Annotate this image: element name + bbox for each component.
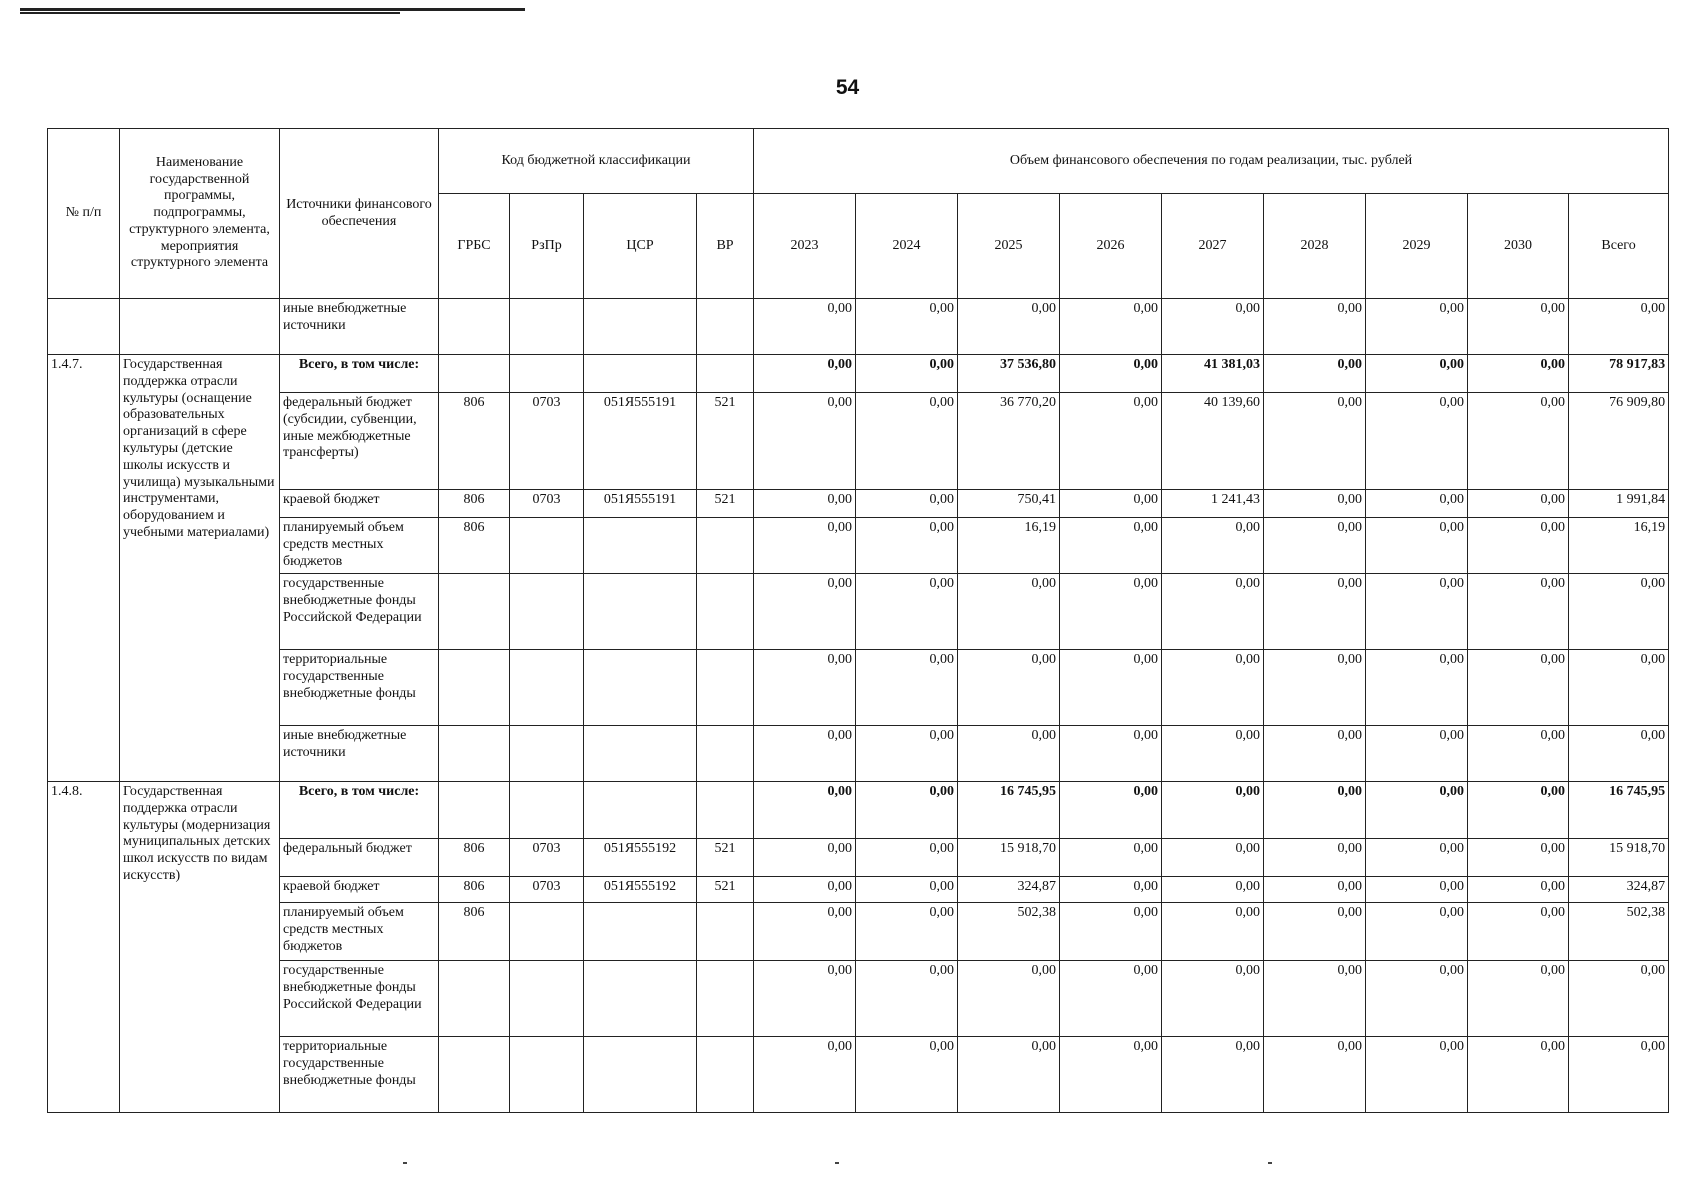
csr-cell: [584, 1037, 697, 1113]
value-total: 1 991,84: [1569, 490, 1669, 518]
value-2023: 0,00: [754, 650, 856, 726]
value-total: 76 909,80: [1569, 393, 1669, 490]
value-2025: 0,00: [958, 574, 1060, 650]
table-row: [48, 650, 1669, 726]
vr-cell: [697, 518, 754, 574]
page-number: 54: [835, 76, 860, 99]
value-2024: 0,00: [856, 355, 958, 393]
grbs-cell: 806: [439, 839, 510, 877]
grbs-cell: [439, 650, 510, 726]
value-2027: 0,00: [1162, 574, 1264, 650]
value-2025: 36 770,20: [958, 393, 1060, 490]
header-year-2026: 2026: [1060, 194, 1162, 299]
value-2025: 37 536,80: [958, 355, 1060, 393]
section-number: 1.4.8.: [48, 782, 120, 1113]
value-2030: 0,00: [1468, 490, 1569, 518]
csr-cell: [584, 961, 697, 1037]
value-2030: 0,00: [1468, 726, 1569, 782]
value-2029: 0,00: [1366, 903, 1468, 961]
value-2024: 0,00: [856, 782, 958, 839]
csr-cell: [584, 518, 697, 574]
header-source: Источники финансового обеспечения: [280, 129, 439, 299]
value-total: 0,00: [1569, 650, 1669, 726]
table-row: [48, 961, 1669, 1037]
vr-cell: [697, 299, 754, 355]
csr-cell: 051Я555191: [584, 490, 697, 518]
value-2025: 16 745,95: [958, 782, 1060, 839]
value-2025: 0,00: [958, 650, 1060, 726]
header-number: № п/п: [48, 129, 120, 299]
value-2024: 0,00: [856, 903, 958, 961]
budget-table: [47, 128, 1669, 1113]
value-2023: 0,00: [754, 1037, 856, 1113]
value-total: 0,00: [1569, 299, 1669, 355]
header-year-2028: 2028: [1264, 194, 1366, 299]
value-2029: 0,00: [1366, 355, 1468, 393]
value-total: 15 918,70: [1569, 839, 1669, 877]
rzpr-cell: 0703: [510, 839, 584, 877]
value-2030: 0,00: [1468, 782, 1569, 839]
value-2026: 0,00: [1060, 782, 1162, 839]
value-2026: 0,00: [1060, 877, 1162, 903]
value-total: 502,38: [1569, 903, 1669, 961]
table-header: [48, 129, 1669, 299]
value-2027: 0,00: [1162, 299, 1264, 355]
header-year-2027: 2027: [1162, 194, 1264, 299]
csr-cell: 051Я555192: [584, 839, 697, 877]
value-total: 324,87: [1569, 877, 1669, 903]
value-2024: 0,00: [856, 961, 958, 1037]
source-cell: планируемый объем средств местных бюджетов: [280, 903, 439, 961]
value-2027: 41 381,03: [1162, 355, 1264, 393]
value-2030: 0,00: [1468, 961, 1569, 1037]
vr-cell: [697, 1037, 754, 1113]
value-2030: 0,00: [1468, 393, 1569, 490]
source-cell: федеральный бюджет (субсидии, субвенции, иные межбюджетные трансферты): [280, 393, 439, 490]
grbs-cell: 806: [439, 903, 510, 961]
value-2028: 0,00: [1264, 726, 1366, 782]
value-2023: 0,00: [754, 393, 856, 490]
grbs-cell: [439, 299, 510, 355]
value-2028: 0,00: [1264, 518, 1366, 574]
grbs-cell: 806: [439, 393, 510, 490]
value-2027: 1 241,43: [1162, 490, 1264, 518]
csr-cell: 051Я555192: [584, 877, 697, 903]
grbs-cell: 806: [439, 877, 510, 903]
value-2028: 0,00: [1264, 650, 1366, 726]
value-2024: 0,00: [856, 877, 958, 903]
source-cell: краевой бюджет: [280, 490, 439, 518]
table-row: [48, 518, 1669, 574]
value-2025: 0,00: [958, 961, 1060, 1037]
source-cell: планируемый объем средств местных бюджетов: [280, 518, 439, 574]
header-rzpr: РзПр: [510, 194, 584, 299]
source-cell: территориальные государственные внебюджетные фонды: [280, 1037, 439, 1113]
value-2027: 0,00: [1162, 903, 1264, 961]
value-2023: 0,00: [754, 518, 856, 574]
value-2030: 0,00: [1468, 650, 1569, 726]
value-2030: 0,00: [1468, 903, 1569, 961]
csr-cell: [584, 299, 697, 355]
value-2027: 0,00: [1162, 877, 1264, 903]
header-budget-code: Код бюджетной классификации: [439, 129, 754, 194]
value-2024: 0,00: [856, 726, 958, 782]
vr-cell: [697, 782, 754, 839]
table-row: [48, 393, 1669, 490]
header-name: Наименование государственной программы, подпрограммы, структурного элемента, мероприятия структурного элемента: [120, 129, 280, 299]
value-2027: 0,00: [1162, 650, 1264, 726]
source-cell: Всего, в том числе:: [280, 782, 439, 839]
vr-cell: [697, 650, 754, 726]
source-cell: иные внебюджетные источники: [280, 299, 439, 355]
vr-cell: [697, 726, 754, 782]
value-2029: 0,00: [1366, 299, 1468, 355]
value-2029: 0,00: [1366, 1037, 1468, 1113]
value-2030: 0,00: [1468, 877, 1569, 903]
table-row: [48, 299, 1669, 355]
table-row: [48, 1037, 1669, 1113]
value-2024: 0,00: [856, 650, 958, 726]
value-2028: 0,00: [1264, 839, 1366, 877]
value-2029: 0,00: [1366, 490, 1468, 518]
value-2026: 0,00: [1060, 299, 1162, 355]
rzpr-cell: 0703: [510, 490, 584, 518]
header-year-2024: 2024: [856, 194, 958, 299]
value-2023: 0,00: [754, 726, 856, 782]
value-2030: 0,00: [1468, 518, 1569, 574]
value-2025: 502,38: [958, 903, 1060, 961]
grbs-cell: [439, 726, 510, 782]
rzpr-cell: [510, 903, 584, 961]
grbs-cell: [439, 574, 510, 650]
value-2023: 0,00: [754, 490, 856, 518]
rzpr-cell: [510, 961, 584, 1037]
vr-cell: 521: [697, 839, 754, 877]
rzpr-cell: [510, 1037, 584, 1113]
value-2029: 0,00: [1366, 393, 1468, 490]
value-2025: 324,87: [958, 877, 1060, 903]
section-name: Государственная поддержка отрасли культуры (модернизация муниципальных детских школ искусств по видам искусств): [120, 782, 280, 1113]
value-2024: 0,00: [856, 393, 958, 490]
section-number: 1.4.7.: [48, 355, 120, 782]
source-cell: государственные внебюджетные фонды Российской Федерации: [280, 574, 439, 650]
value-total: 78 917,83: [1569, 355, 1669, 393]
section-name: Государственная поддержка отрасли культуры (оснащение образовательных организаций в сфере культуры (детские школы искусств и училища) музыкальными инструментами, оборудованием и учебными материалами): [120, 355, 280, 782]
source-cell: иные внебюджетные источники: [280, 726, 439, 782]
header-csr: ЦСР: [584, 194, 697, 299]
value-2023: 0,00: [754, 961, 856, 1037]
value-2028: 0,00: [1264, 393, 1366, 490]
header-year-2023: 2023: [754, 194, 856, 299]
csr-cell: [584, 782, 697, 839]
grbs-cell: 806: [439, 518, 510, 574]
vr-cell: [697, 355, 754, 393]
rzpr-cell: 0703: [510, 393, 584, 490]
value-2028: 0,00: [1264, 1037, 1366, 1113]
header-vr: ВР: [697, 194, 754, 299]
header-total: Всего: [1569, 194, 1669, 299]
value-2024: 0,00: [856, 574, 958, 650]
value-2025: 16,19: [958, 518, 1060, 574]
value-2023: 0,00: [754, 877, 856, 903]
table-row: [48, 574, 1669, 650]
value-2028: 0,00: [1264, 782, 1366, 839]
value-2030: 0,00: [1468, 839, 1569, 877]
value-2026: 0,00: [1060, 650, 1162, 726]
value-2023: 0,00: [754, 782, 856, 839]
grbs-cell: 806: [439, 490, 510, 518]
value-2029: 0,00: [1366, 877, 1468, 903]
value-2028: 0,00: [1264, 490, 1366, 518]
value-2023: 0,00: [754, 839, 856, 877]
csr-cell: [584, 355, 697, 393]
value-2027: 40 139,60: [1162, 393, 1264, 490]
rzpr-cell: [510, 299, 584, 355]
value-2025: 0,00: [958, 1037, 1060, 1113]
value-2029: 0,00: [1366, 726, 1468, 782]
csr-cell: [584, 726, 697, 782]
rzpr-cell: [510, 650, 584, 726]
scan-mark: [403, 1162, 407, 1164]
source-cell: государственные внебюджетные фонды Российской Федерации: [280, 961, 439, 1037]
table-row: [48, 877, 1669, 903]
csr-cell: [584, 574, 697, 650]
value-total: 16 745,95: [1569, 782, 1669, 839]
csr-cell: 051Я555191: [584, 393, 697, 490]
vr-cell: 521: [697, 877, 754, 903]
value-2023: 0,00: [754, 355, 856, 393]
value-2030: 0,00: [1468, 355, 1569, 393]
rzpr-cell: [510, 782, 584, 839]
source-cell: территориальные государственные внебюджетные фонды: [280, 650, 439, 726]
value-total: 16,19: [1569, 518, 1669, 574]
table-row: [48, 490, 1669, 518]
header-funding-volume: Объем финансового обеспечения по годам реализации, тыс. рублей: [754, 129, 1669, 194]
vr-cell: 521: [697, 393, 754, 490]
grbs-cell: [439, 1037, 510, 1113]
value-2025: 750,41: [958, 490, 1060, 518]
value-2024: 0,00: [856, 518, 958, 574]
value-total: 0,00: [1569, 961, 1669, 1037]
value-2029: 0,00: [1366, 839, 1468, 877]
rzpr-cell: [510, 574, 584, 650]
table-body: [48, 299, 1669, 1113]
value-2026: 0,00: [1060, 726, 1162, 782]
value-2025: 15 918,70: [958, 839, 1060, 877]
value-2028: 0,00: [1264, 877, 1366, 903]
value-2028: 0,00: [1264, 961, 1366, 1037]
scan-mark: [1268, 1162, 1272, 1164]
value-2029: 0,00: [1366, 650, 1468, 726]
grbs-cell: [439, 355, 510, 393]
table-row-total: [48, 782, 1669, 839]
value-2027: 0,00: [1162, 726, 1264, 782]
row-number: [48, 299, 120, 355]
header-grbs: ГРБС: [439, 194, 510, 299]
value-2026: 0,00: [1060, 393, 1162, 490]
csr-cell: [584, 903, 697, 961]
value-2028: 0,00: [1264, 903, 1366, 961]
value-2026: 0,00: [1060, 961, 1162, 1037]
value-2029: 0,00: [1366, 518, 1468, 574]
value-2027: 0,00: [1162, 1037, 1264, 1113]
value-2027: 0,00: [1162, 839, 1264, 877]
grbs-cell: [439, 782, 510, 839]
value-2030: 0,00: [1468, 574, 1569, 650]
value-2029: 0,00: [1366, 782, 1468, 839]
source-cell: Всего, в том числе:: [280, 355, 439, 393]
value-total: 0,00: [1569, 574, 1669, 650]
value-2026: 0,00: [1060, 518, 1162, 574]
value-2030: 0,00: [1468, 299, 1569, 355]
source-cell: федеральный бюджет: [280, 839, 439, 877]
header-year-2030: 2030: [1468, 194, 1569, 299]
value-2024: 0,00: [856, 490, 958, 518]
vr-cell: 521: [697, 490, 754, 518]
rzpr-cell: 0703: [510, 877, 584, 903]
rzpr-cell: [510, 355, 584, 393]
value-2026: 0,00: [1060, 903, 1162, 961]
grbs-cell: [439, 961, 510, 1037]
value-2025: 0,00: [958, 299, 1060, 355]
vr-cell: [697, 574, 754, 650]
value-2023: 0,00: [754, 299, 856, 355]
value-2024: 0,00: [856, 1037, 958, 1113]
value-2023: 0,00: [754, 574, 856, 650]
row-name: [120, 299, 280, 355]
value-2028: 0,00: [1264, 574, 1366, 650]
csr-cell: [584, 650, 697, 726]
value-total: 0,00: [1569, 1037, 1669, 1113]
value-2028: 0,00: [1264, 299, 1366, 355]
value-2024: 0,00: [856, 299, 958, 355]
table-row: [48, 726, 1669, 782]
value-2030: 0,00: [1468, 1037, 1569, 1113]
header-year-2025: 2025: [958, 194, 1060, 299]
top-rule: [20, 8, 525, 11]
value-2027: 0,00: [1162, 518, 1264, 574]
value-2025: 0,00: [958, 726, 1060, 782]
rzpr-cell: [510, 726, 584, 782]
vr-cell: [697, 961, 754, 1037]
table-row: [48, 839, 1669, 877]
scan-mark: [835, 1162, 839, 1164]
value-2028: 0,00: [1264, 355, 1366, 393]
value-2027: 0,00: [1162, 782, 1264, 839]
value-2026: 0,00: [1060, 574, 1162, 650]
header-year-2029: 2029: [1366, 194, 1468, 299]
value-2029: 0,00: [1366, 961, 1468, 1037]
value-2026: 0,00: [1060, 1037, 1162, 1113]
rzpr-cell: [510, 518, 584, 574]
value-2026: 0,00: [1060, 355, 1162, 393]
value-2027: 0,00: [1162, 961, 1264, 1037]
value-2026: 0,00: [1060, 490, 1162, 518]
source-cell: краевой бюджет: [280, 877, 439, 903]
vr-cell: [697, 903, 754, 961]
value-2029: 0,00: [1366, 574, 1468, 650]
table-row: [48, 903, 1669, 961]
value-total: 0,00: [1569, 726, 1669, 782]
value-2026: 0,00: [1060, 839, 1162, 877]
value-2024: 0,00: [856, 839, 958, 877]
table-row-total: [48, 355, 1669, 393]
value-2023: 0,00: [754, 903, 856, 961]
